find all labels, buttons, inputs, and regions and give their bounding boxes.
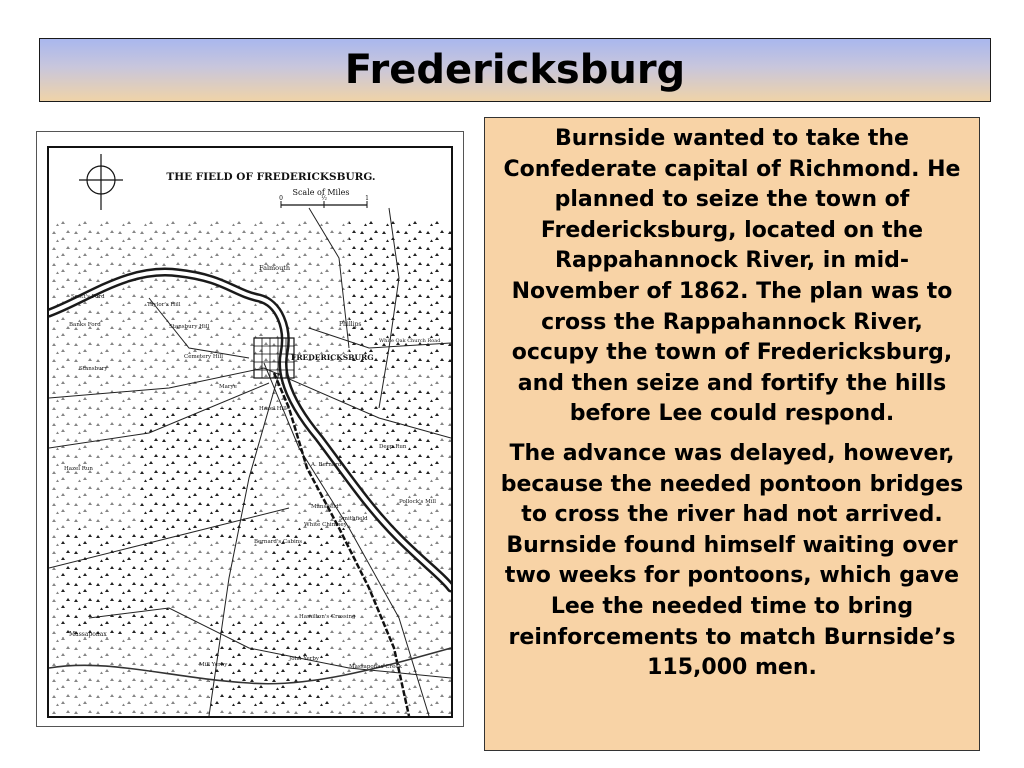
slide-title: Fredericksburg [344, 47, 686, 93]
scale-tick-0: 0 [279, 195, 283, 202]
label-a-bernard: A. Bernard [311, 462, 342, 468]
body-paragraph-1: Burnside wanted to take the Confederate capital of Richmond. He planned to seize the town of Fredericksburg, located on the Rappahannock River, in mid-November of 1862. The plan was to cross the Rappahannock River, occupy the town of Fredericksburg, and then seize and fortify the hills before Lee could respond. [503, 126, 961, 427]
scale-tick-half: ½ [321, 195, 327, 202]
label-stansbury-hill: Stansbury Hill [169, 324, 210, 330]
label-hamiltons-crossing: Hamilton's Crossing [299, 614, 356, 620]
label-banks-ford: Banks Ford [69, 322, 101, 328]
title-bar [39, 38, 991, 102]
map-frame [36, 131, 464, 727]
label-mansfield: Mansfield [311, 504, 339, 510]
label-pollocks-mill: Pollock's Mill [399, 499, 437, 505]
label-falmouth: Falmouth [259, 264, 291, 272]
label-massaponax: Massaponax [69, 631, 107, 638]
label-john-yerby: John Yerby [289, 656, 320, 662]
label-mill-yerby: Mill Yerby [199, 662, 228, 668]
map-scale-bar [281, 201, 367, 208]
compass-rose-icon [79, 154, 123, 210]
label-scotts-ford: Scott's Ford [71, 294, 105, 300]
map-title: THE FIELD OF FREDERICKSBURG. [166, 171, 376, 183]
body-paragraph-2: The advance was delayed, however, because the needed pontoon bridges to cross the river had not arrived. Burnside found himself waiting over two weeks for pontoons, which gave Lee the needed time to bring reinforcements to match Burnside’s 115,000 men. [500, 440, 964, 681]
label-marye: Marye [219, 384, 237, 390]
label-deep-run: Deep Run [379, 444, 407, 450]
label-cemetery-hill: Cemetery Hill [184, 354, 223, 360]
label-taylors-hill: Taylor's Hill [147, 302, 181, 308]
label-phillips: Phillips [339, 321, 362, 328]
scale-tick-1: 1 [365, 195, 369, 202]
label-fredericksburg: FREDERICKSBURG [291, 353, 374, 362]
map-scale-label: Scale of Miles [292, 188, 350, 197]
historical-map [47, 146, 453, 718]
label-bernards-cabins: Bernard's Cabins [254, 539, 303, 545]
label-stansbury: Stansbury [79, 366, 108, 372]
label-smithfield: Smithfield [339, 516, 368, 522]
label-white-oak-church-road: White Oak Church Road [379, 338, 441, 344]
label-massaponax-creek: Massaponax Creek [349, 664, 403, 670]
label-white-chimney: White Chimney [304, 522, 347, 528]
map-illustration [49, 148, 451, 716]
label-hazel-run: Hazel Run [64, 466, 93, 472]
text-panel [484, 117, 980, 751]
label-hazel-hill: Hazel Hill [259, 406, 287, 412]
